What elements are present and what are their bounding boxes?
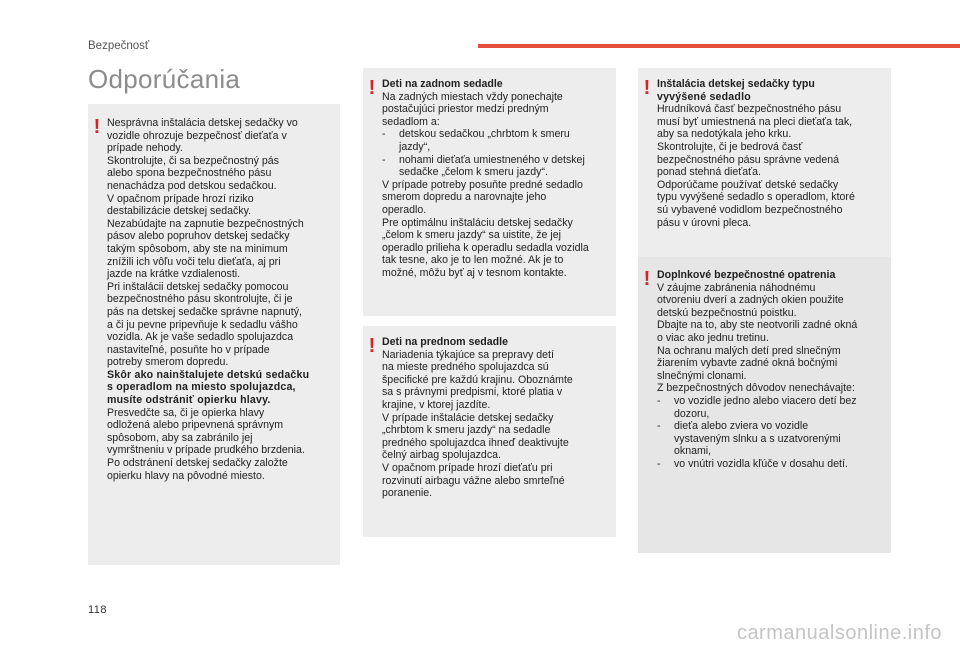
page-title: Odporúčania bbox=[88, 64, 241, 94]
text-line: Skontrolujte, či je bedrová časť bbox=[657, 140, 803, 153]
text-line: Nariadenia týkajúce sa prepravy detí bbox=[382, 348, 554, 361]
text-line: Pri inštalácii detskej sedačky pomocou bbox=[107, 280, 289, 293]
box-heading: Doplnkové bezpečnostné opatrenia bbox=[657, 269, 836, 281]
warning-exclamation-icon: ! bbox=[643, 268, 651, 290]
text-line: spôsobom, aby sa zabránilo jej bbox=[107, 431, 253, 444]
warning-exclamation-icon: ! bbox=[643, 77, 651, 99]
text-line: odložená alebo pripevnená správnym bbox=[107, 419, 284, 432]
text-line: typu vyvýšené sedadlo s operadlom, ktoré bbox=[657, 191, 855, 204]
text-line: Dbajte na to, aby ste neotvorili zadné okná bbox=[657, 319, 858, 332]
section-label: Bezpečnosť bbox=[88, 40, 150, 52]
list-item-text: vo vozidle jedno alebo viacero detí bez bbox=[674, 394, 857, 407]
list-dash: - bbox=[657, 394, 661, 407]
warning-text bbox=[657, 269, 885, 471]
text-line: Skontrolujte, či sa bezpečnostný pás bbox=[107, 154, 279, 167]
text-line: V záujme zabránenia náhodnému bbox=[657, 281, 816, 294]
list-item-text: sedačke „čelom k smeru jazdy“. bbox=[399, 166, 548, 179]
text-line: detskú bezpečnostnú poistku. bbox=[657, 306, 797, 319]
text-line: krajine, v ktorej jazdíte. bbox=[382, 398, 491, 411]
warning-text bbox=[657, 78, 885, 229]
text-line: vozidla. Ak je vaše sedadlo spolujazdca bbox=[107, 331, 294, 344]
text-line: takým spôsobom, aby ste na minimum bbox=[107, 242, 288, 255]
bold-line: s operadlom na miesto spolujazdca, bbox=[107, 381, 296, 394]
warning-box-front-seat bbox=[363, 326, 616, 537]
text-line: Presvedčte sa, či je opierka hlavy bbox=[107, 406, 265, 419]
text-line: znížili ich vôľu voči telu dieťaťa, aj pri bbox=[107, 255, 281, 268]
warning-box-additional-safety bbox=[638, 257, 891, 553]
text-line: „chrbtom k smeru jazdy“ na sedadle bbox=[382, 424, 551, 437]
text-line: Odporúčame používať detské sedačky bbox=[657, 178, 839, 191]
text-line: možné, môžu byť aj v tesnom kontakte. bbox=[382, 266, 567, 279]
list-dash: - bbox=[657, 457, 661, 470]
text-line: a či ju pevne pripevňuje k sedadlu vášho bbox=[107, 318, 298, 331]
text-line: Pre optimálnu inštaláciu detskej sedačky bbox=[382, 216, 573, 229]
text-line: o viac ako jednu tretinu. bbox=[657, 331, 769, 344]
text-line: alebo spona bezpečnostného pásu bbox=[107, 167, 272, 180]
warning-text bbox=[382, 336, 610, 500]
list-item-text: jazdy“, bbox=[399, 140, 431, 153]
text-line: tak tesne, ako je to len možné. Ak je to bbox=[382, 254, 564, 267]
text-line: bezpečnostného pásu skontrolujte, či je bbox=[107, 293, 293, 306]
text-line: operadlo prilieha k operadlu sedadla vozidla bbox=[382, 241, 589, 254]
text-line: sú vybavené vodidlom bezpečnostného bbox=[657, 203, 843, 216]
list-item-text: vystaveným slnku a s uzatvorenými bbox=[674, 432, 841, 445]
warning-box-child-seat-installation bbox=[88, 104, 340, 565]
text-line: V opačnom prípade hrozí riziko bbox=[107, 192, 254, 205]
text-line: pásov alebo popruhov detskej sedačky bbox=[107, 230, 290, 243]
list-dash: - bbox=[382, 153, 386, 166]
text-line: pásu v úrovni pleca. bbox=[657, 216, 752, 229]
bold-line: musíte odstrániť opierku hlavy. bbox=[107, 394, 271, 407]
list-item-text: detskou sedačkou „chrbtom k smeru bbox=[399, 128, 570, 141]
text-line: V opačnom prípade hrozí dieťaťu pri bbox=[382, 461, 553, 474]
text-line: sedadlom a: bbox=[382, 115, 440, 128]
warning-text bbox=[382, 78, 610, 280]
text-line: čelný airbag spolujazdca. bbox=[382, 449, 501, 462]
text-line: V prípade potreby posuňte predné sedadlo bbox=[382, 178, 583, 191]
text-line: poranenie. bbox=[382, 487, 433, 500]
warning-text bbox=[107, 117, 334, 482]
list-item-text: vo vnútri vozidla kľúče v dosahu detí. bbox=[674, 457, 848, 470]
warning-box-booster-seat bbox=[638, 68, 891, 258]
text-line: vymrštneniu v prípade prudkého brzdenia. bbox=[107, 444, 305, 457]
box-heading: vyvýšené sedadlo bbox=[657, 90, 751, 103]
text-line: destabilizácie detskej sedačky. bbox=[107, 205, 252, 218]
list-item bbox=[382, 128, 610, 153]
text-line: Nesprávna inštalácia detskej sedačky vo bbox=[107, 117, 298, 129]
text-line: Nezabúdajte na zapnutie bezpečnostných bbox=[107, 217, 304, 230]
list-item-text: nohami dieťaťa umiestneného v detskej bbox=[399, 153, 585, 166]
text-line: vozidle ohrozuje bezpečnosť dieťaťa v bbox=[107, 129, 287, 142]
list-dash: - bbox=[657, 420, 661, 433]
list-item-text: dozoru, bbox=[674, 407, 710, 420]
list-item-text: dieťa alebo zviera vo vozidle bbox=[674, 420, 809, 433]
text-line: aby sa nedotýkala jeho krku. bbox=[657, 128, 792, 141]
text-line: špecifické pre každú krajinu. Oboznámte bbox=[382, 373, 573, 386]
text-line: slnečnými clonami. bbox=[657, 369, 747, 382]
text-line: otvoreniu dverí a zadných okien použite bbox=[657, 294, 844, 307]
warning-exclamation-icon: ! bbox=[368, 77, 376, 99]
text-line: rozvinutí airbagu vážne alebo smrteľné bbox=[382, 474, 565, 487]
header-accent-bar bbox=[478, 44, 960, 48]
bold-line: Skôr ako nainštalujete detskú sedačku bbox=[107, 368, 310, 381]
text-line: prípade nehody. bbox=[107, 142, 183, 155]
text-line: Na ochranu malých detí pred slnečným bbox=[657, 344, 841, 357]
text-line: sa s právnymi predpismi, ktoré platia v bbox=[382, 386, 563, 399]
text-line: jazde na krátke vzdialenosti. bbox=[107, 268, 241, 281]
text-line: operadlo. bbox=[382, 203, 427, 216]
text-line: Z bezpečnostných dôvodov nenechávajte: bbox=[657, 382, 855, 395]
text-line: nastaviteľné, posuňte ho v prípade bbox=[107, 343, 270, 356]
text-line: pás na detskej sedačke správne napnutý, bbox=[107, 305, 302, 318]
text-line: Hrudníková časť bezpečnostného pásu bbox=[657, 103, 842, 116]
page-number: 118 bbox=[88, 604, 108, 616]
list-item-text: oknami, bbox=[674, 445, 712, 458]
text-line: opierku hlavy na pôvodné miesto. bbox=[107, 469, 265, 482]
text-line: nenachádza pod detskou sedačkou. bbox=[107, 179, 277, 192]
list-dash: - bbox=[382, 128, 386, 141]
text-line: ponad stehná dieťaťa. bbox=[657, 166, 761, 179]
watermark: carmanualsonline.info bbox=[736, 622, 942, 644]
text-line: potreby smerom dopredu. bbox=[107, 356, 229, 369]
box-heading: Deti na prednom sedadle bbox=[382, 336, 508, 348]
warning-box-rear-seat bbox=[363, 68, 616, 316]
list-item bbox=[382, 154, 610, 179]
text-line: postačujúci priestor medzi predným bbox=[382, 103, 549, 116]
list-item bbox=[657, 458, 885, 471]
box-heading: Deti na zadnom sedadle bbox=[382, 78, 503, 90]
box-heading: Inštalácia detskej sedačky typu bbox=[657, 78, 815, 90]
text-line: bezpečnostného pásu správne vedená bbox=[657, 153, 839, 166]
text-line: žiarením vybavte zadné okná bočnými bbox=[657, 357, 838, 370]
text-line: „čelom k smeru jazdy“ sa uistite, že jej bbox=[382, 229, 561, 242]
warning-exclamation-icon: ! bbox=[368, 335, 376, 357]
text-line: predného spolujazdca ihneď deaktivujte bbox=[382, 436, 569, 449]
text-line: V prípade inštalácie detskej sedačky bbox=[382, 411, 554, 424]
text-line: Po odstránení detskej sedačky založte bbox=[107, 457, 288, 470]
text-line: smerom dopredu a narovnajte jeho bbox=[382, 191, 547, 204]
warning-exclamation-icon: ! bbox=[93, 116, 101, 138]
list-item bbox=[657, 395, 885, 420]
text-line: na mieste predného spolujazdca sú bbox=[382, 361, 549, 374]
text-line: musí byť umiestnená na pleci dieťaťa tak, bbox=[657, 115, 853, 128]
list-item bbox=[657, 420, 885, 458]
text-line: Na zadných miestach vždy ponechajte bbox=[382, 90, 563, 103]
